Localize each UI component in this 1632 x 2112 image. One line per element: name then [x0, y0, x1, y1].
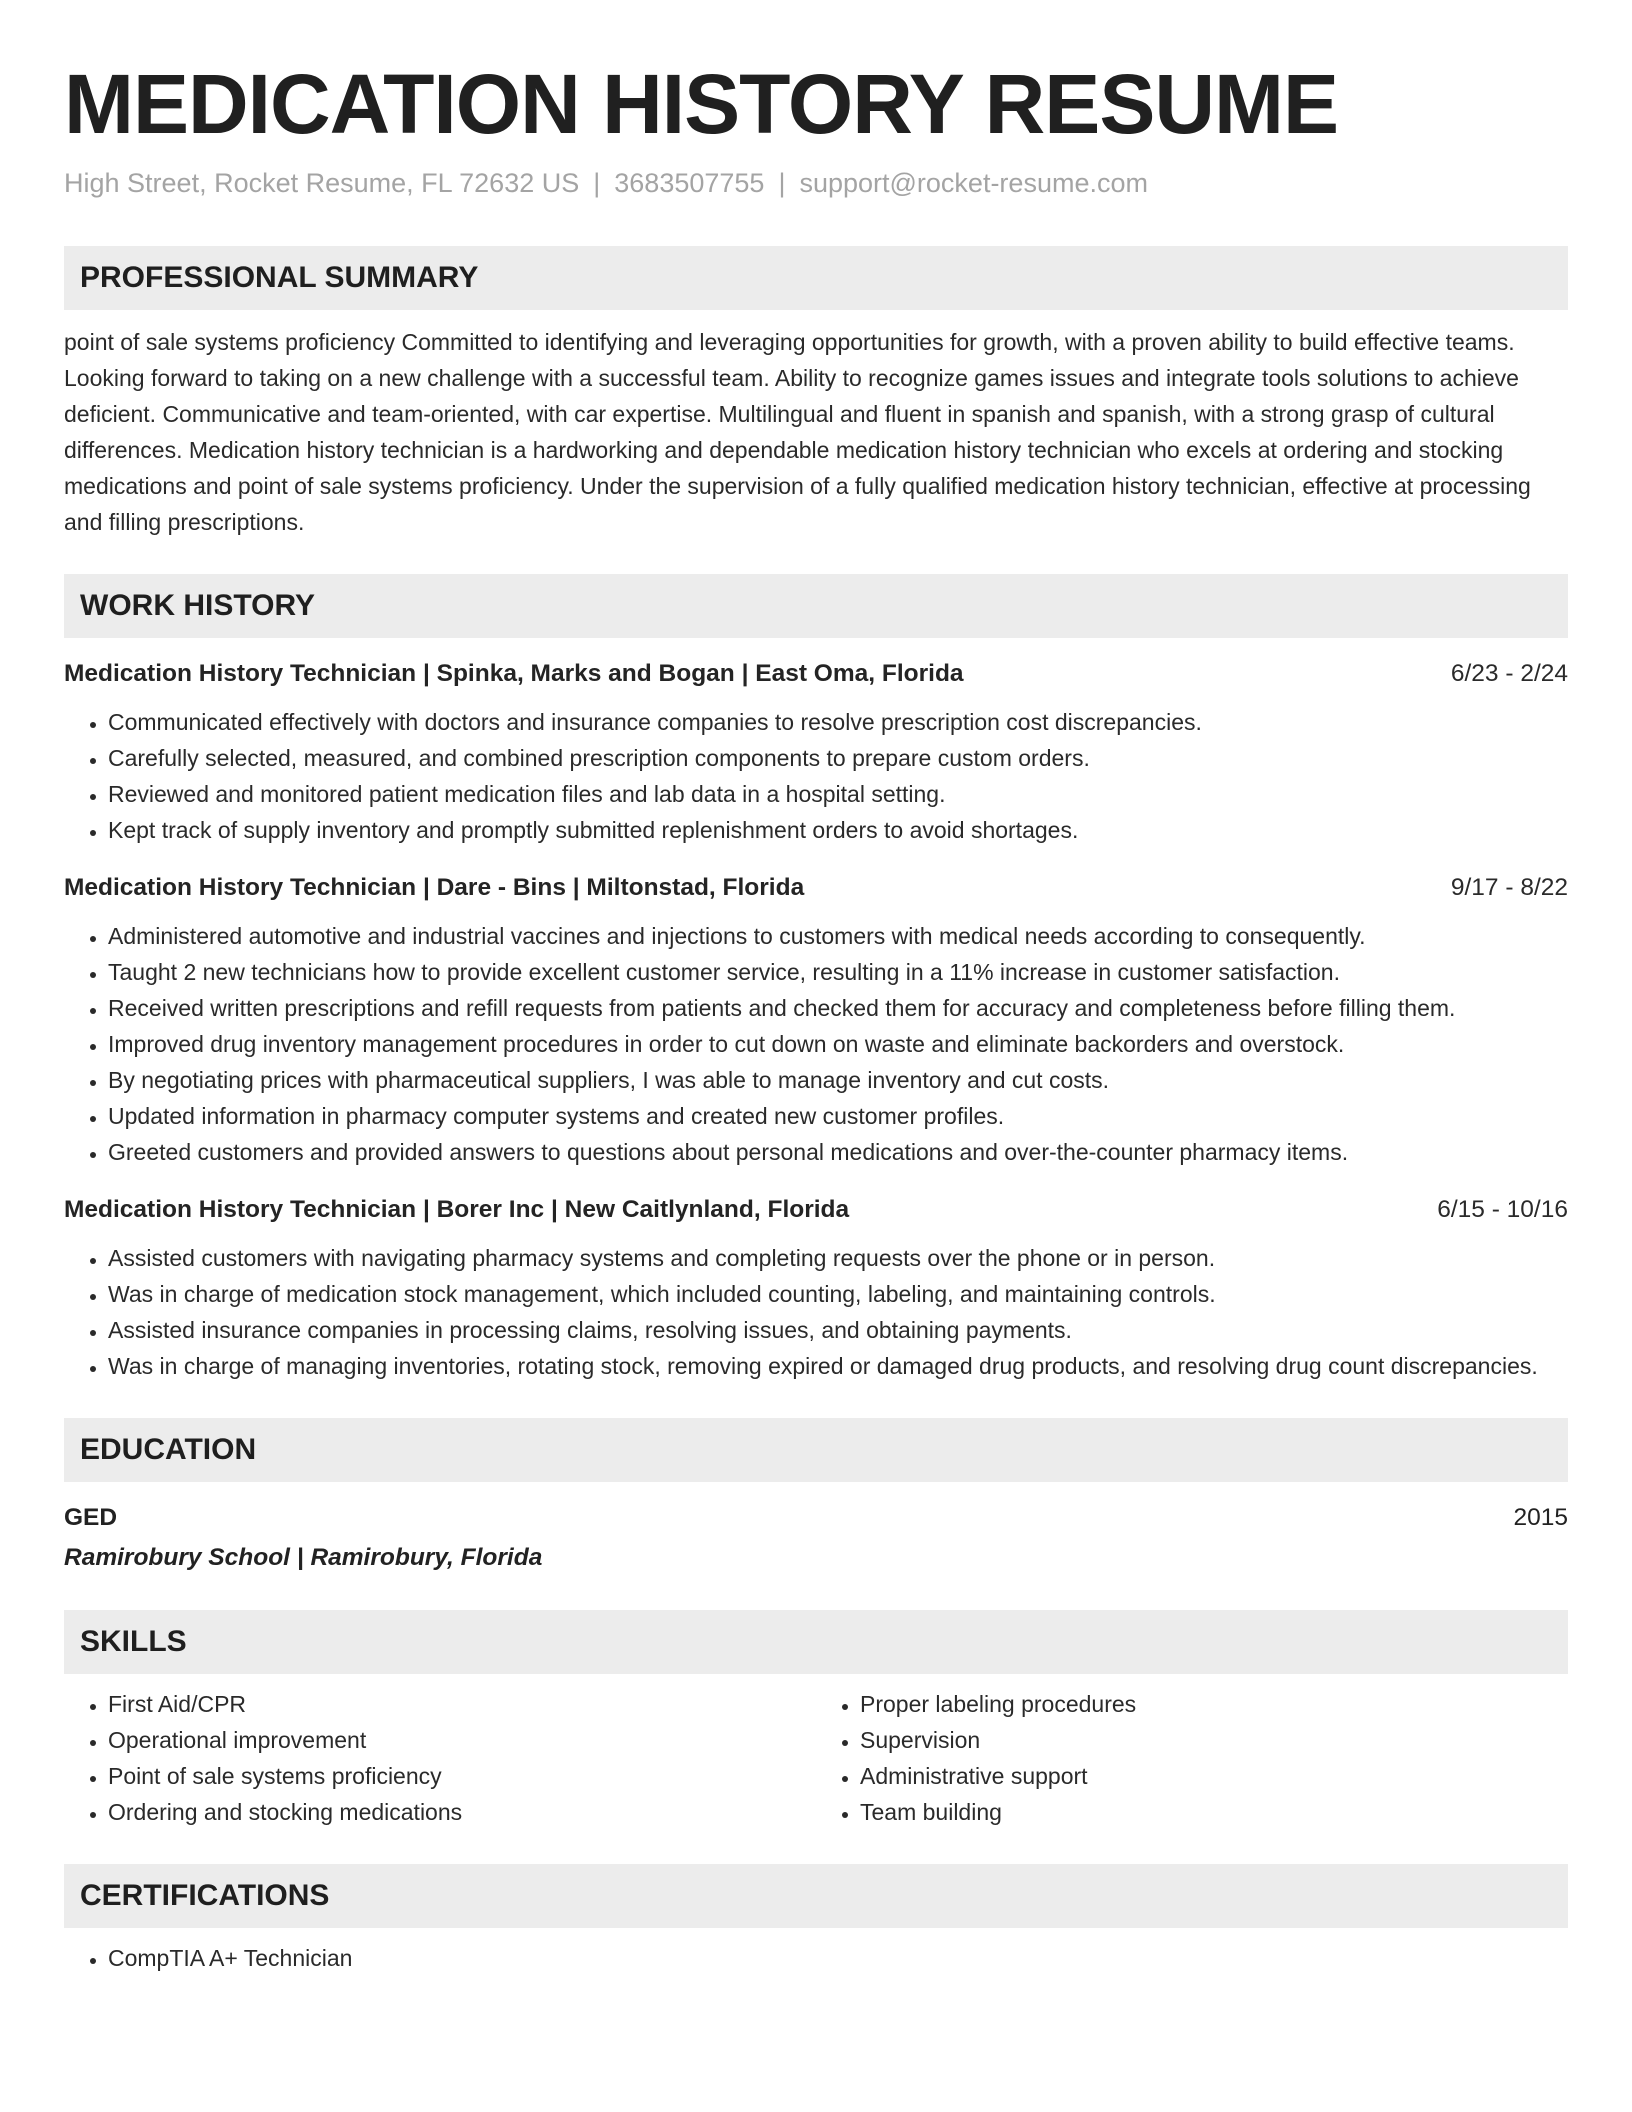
- skill-item: • Proper labeling procedures: [860, 1686, 1568, 1722]
- resume-title: MEDICATION HISTORY RESUME: [64, 57, 1339, 151]
- skills-list-right: [816, 1686, 1568, 1830]
- job-bullet: • Received written prescriptions and refill requests from patients and checked them for accuracy and completeness before filling them.: [108, 990, 1568, 1026]
- skill-item: • Ordering and stocking medications: [108, 1794, 816, 1830]
- section-heading-work-history: WORK HISTORY: [64, 574, 1568, 638]
- contact-phone: 3683507755: [614, 168, 765, 198]
- skill-item: • Point of sale systems proficiency: [108, 1758, 816, 1794]
- skill-item: • Administrative support: [860, 1758, 1568, 1794]
- skill-item: • Operational improvement: [108, 1722, 816, 1758]
- job-bullet: • Greeted customers and provided answers to questions about personal medications and over-the-counter pharmacy items.: [108, 1134, 1568, 1170]
- section-heading-education: EDUCATION: [64, 1418, 1568, 1482]
- job-header: [64, 1192, 1568, 1228]
- education-header: [64, 1500, 1568, 1536]
- contact-separator: |: [593, 168, 601, 198]
- section-heading-skills: SKILLS: [64, 1610, 1568, 1674]
- skills-grid: [64, 1674, 1568, 1830]
- job-bullet: • Administered automotive and industrial vaccines and injections to customers with medical needs according to consequently.: [108, 918, 1568, 954]
- job-entry: [64, 656, 1568, 848]
- job-dates: 6/15 - 10/16: [1437, 1196, 1568, 1223]
- education-school: Ramirobury School | Ramirobury, Florida: [64, 1544, 543, 1571]
- certifications-list: [64, 1940, 1568, 1976]
- job-entry: [64, 1192, 1568, 1384]
- job-title: Medication History Technician | Borer Inc | New Caitlynland, Florida: [64, 1196, 850, 1223]
- job-title: Medication History Technician | Dare - Bins | Miltonstad, Florida: [64, 874, 805, 901]
- job-bullet: • Kept track of supply inventory and promptly submitted replenishment orders to avoid shortages.: [108, 812, 1568, 848]
- section-heading-certifications: CERTIFICATIONS: [64, 1864, 1568, 1928]
- job-bullet: • Improved drug inventory management procedures in order to cut down on waste and eliminate backorders and overstock.: [108, 1026, 1568, 1062]
- job-dates: 9/17 - 8/22: [1450, 874, 1568, 901]
- job-bullet: • Reviewed and monitored patient medication files and lab data in a hospital setting.: [108, 776, 1568, 812]
- job-bullet: • Updated information in pharmacy computer systems and created new customer profiles.: [108, 1098, 1568, 1134]
- job-header: [64, 870, 1568, 906]
- contact-line: [64, 166, 1568, 200]
- skill-item: • Team building: [860, 1794, 1568, 1830]
- skill-item: • First Aid/CPR: [108, 1686, 816, 1722]
- job-title: Medication History Technician | Spinka, Marks and Bogan | East Oma, Florida: [64, 660, 964, 687]
- job-header: [64, 656, 1568, 692]
- job-bullet: • Taught 2 new technicians how to provide excellent customer service, resulting in a 11% increase in customer satisfaction.: [108, 954, 1568, 990]
- job-dates: 6/23 - 2/24: [1450, 660, 1568, 687]
- job-bullet: • By negotiating prices with pharmaceutical suppliers, I was able to manage inventory and cut costs.: [108, 1062, 1568, 1098]
- job-bullet: • Carefully selected, measured, and combined prescription components to prepare custom orders.: [108, 740, 1568, 776]
- skills-list-left: [64, 1686, 816, 1830]
- job-bullet-list: [64, 704, 1568, 848]
- job-entry: [64, 870, 1568, 1170]
- contact-separator: |: [778, 168, 786, 198]
- job-bullet: • Communicated effectively with doctors and insurance companies to resolve prescription cost discrepancies.: [108, 704, 1568, 740]
- job-bullet: • Was in charge of medication stock management, which included counting, labeling, and maintaining controls.: [108, 1276, 1568, 1312]
- skill-item: • Supervision: [860, 1722, 1568, 1758]
- education-degree: GED: [64, 1504, 118, 1531]
- job-bullet-list: [64, 918, 1568, 1170]
- education-year: 2015: [1513, 1504, 1568, 1531]
- job-bullet-list: [64, 1240, 1568, 1384]
- job-bullet: • Was in charge of managing inventories, rotating stock, removing expired or damaged drug products, and resolving drug count discrepancies.: [108, 1348, 1568, 1384]
- summary-text: point of sale systems proficiency Committed to identifying and leveraging opportunities for growth, with a proven ability to build effective teams. Looking forward to taking on a new challenge with a successful team. Ability to recognize games issues and integrate tools solutions to achieve deficient. Communicative and team-oriented, with car expertise. Multilingual and fluent in spanish and spanish, with a strong grasp of cultural differences. Medication history technician is a hardworking and dependable medication history technician who excels at ordering and stocking medications and point of sale systems proficiency. Under the supervision of a fully qualified medication history technician, effective at processing and filling prescriptions.: [64, 329, 1531, 535]
- certification-item: • CompTIA A+ Technician: [108, 1940, 1568, 1976]
- job-bullet: • Assisted insurance companies in processing claims, resolving issues, and obtaining payments.: [108, 1312, 1568, 1348]
- section-heading-summary: PROFESSIONAL SUMMARY: [64, 246, 1568, 310]
- contact-email: support@rocket-resume.com: [799, 168, 1148, 198]
- job-bullet: • Assisted customers with navigating pharmacy systems and completing requests over the phone or in person.: [108, 1240, 1568, 1276]
- contact-address: High Street, Rocket Resume, FL 72632 US: [64, 168, 580, 198]
